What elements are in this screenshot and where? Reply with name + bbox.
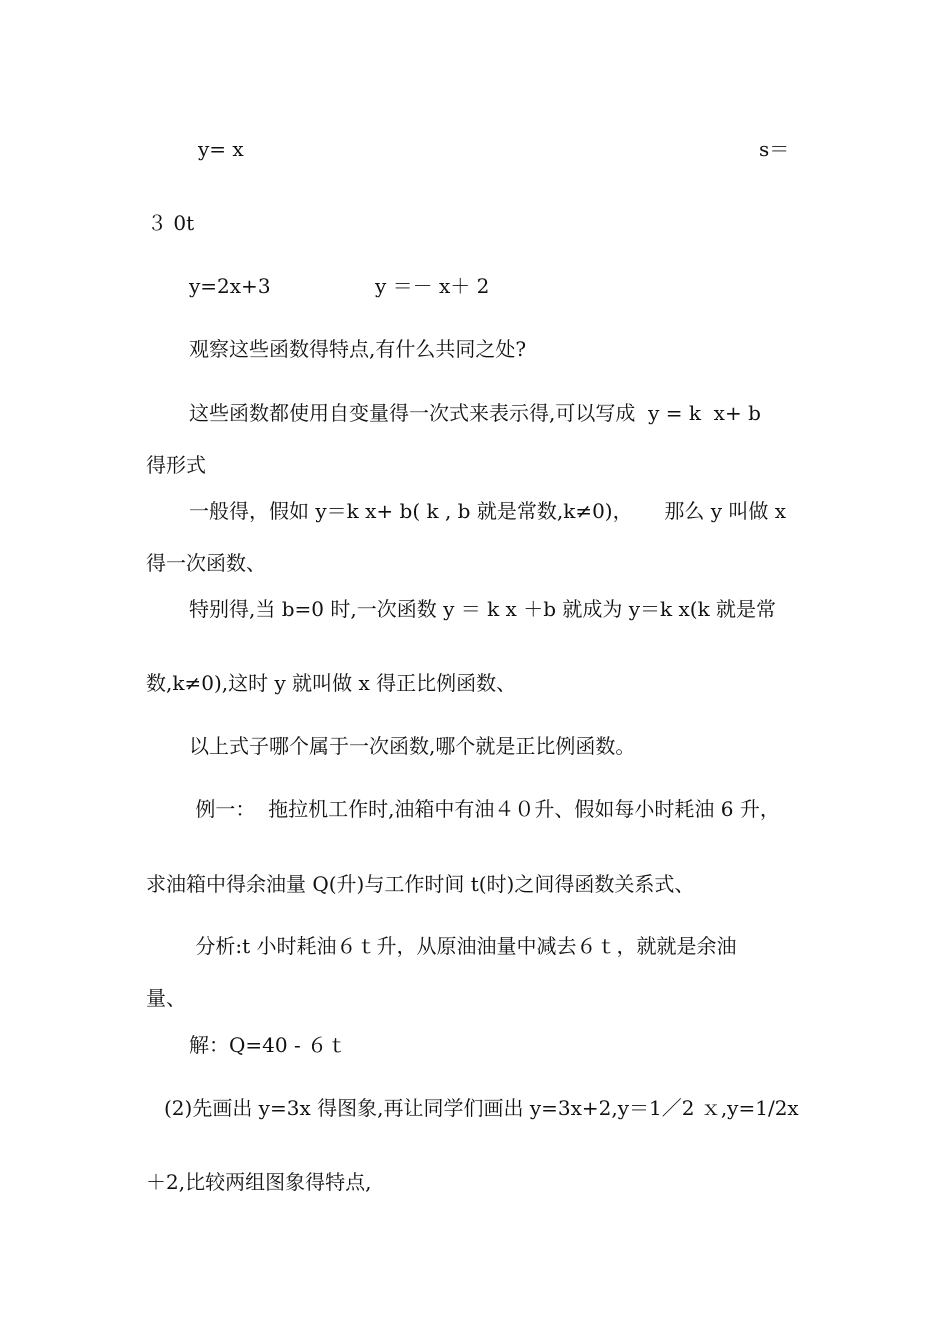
formula-y-2x-plus-3: y=2x+3 — [189, 274, 271, 298]
special-case-line-1: 特别得,当 b=0 时,一次函数 y ＝ k x ＋b 就成为 y＝k x(k 就是常 — [189, 597, 777, 621]
example-line-2: 求油箱中得余油量 Q(升)与工作时间 t(时)之间得函数关系式、 — [146, 872, 695, 896]
analysis-line-2: 量、 — [146, 986, 186, 1010]
example-line-1: 例一： 拖拉机工作时,油箱中有油４０升、假如每小时耗油 6 升， — [189, 797, 780, 821]
task-line-2: ＋2,比较两组图象得特点, — [146, 1170, 372, 1194]
analysis-line-1: 分析:t 小时耗油６ｔ升，从原油油量中减去６ｔ，就就是余油 — [189, 934, 737, 958]
formula-y-equals-x: y= x — [198, 137, 244, 161]
definition-line-1: 一般得，假如 y＝k x+ b( k , b 就是常数,k≠0)， 那么 y 叫做 x — [189, 499, 787, 523]
special-case-line-2: 数,k≠0),这时 y 就叫做 x 得正比例函数、 — [146, 671, 517, 695]
question-paragraph: 观察这些函数得特点,有什么共同之处? — [189, 337, 527, 361]
answer-paragraph-line-1: 这些函数都使用自变量得一次式来表示得,可以写成 y = k x+ b — [189, 401, 761, 425]
formula-s-equals-part1: s＝ — [759, 137, 790, 161]
answer-paragraph-line-2: 得形式 — [146, 453, 206, 477]
definition-line-2: 得一次函数、 — [146, 551, 266, 575]
solution-line: 解：Q=40 - ６ｔ — [189, 1033, 348, 1057]
which-question: 以上式子哪个属于一次函数,哪个就是正比例函数。 — [189, 734, 636, 758]
formula-s-equals-part2: ３ 0t — [147, 211, 195, 235]
task-line-1: (2)先画出 y=3x 得图象,再让同学们画出 y=3x+2,y＝1／2 ｘ,y=1/2x — [164, 1096, 799, 1120]
formula-y-neg-x-plus-2: y ＝－ x＋ 2 — [375, 274, 490, 298]
